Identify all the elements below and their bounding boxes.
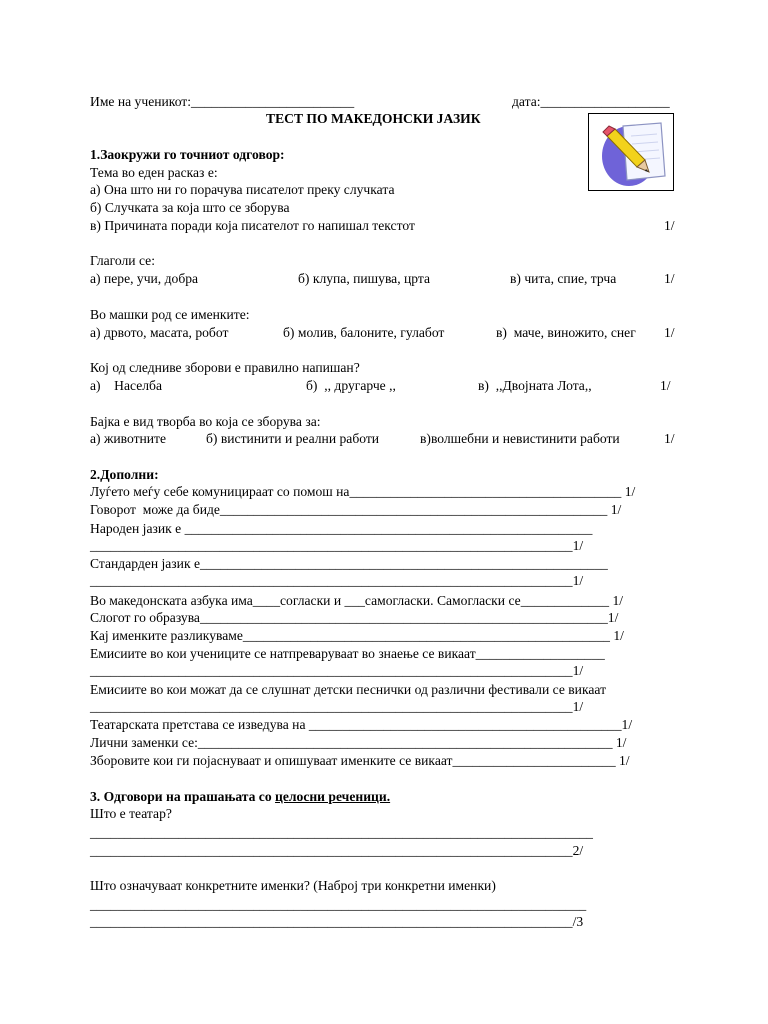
q4-option-a: а) Населба	[90, 378, 162, 393]
section2-heading: 2.Дополни:	[90, 467, 159, 482]
fill-line: _______________________________________________________________________1/	[90, 663, 584, 678]
fill-line: Говорот може да биде_________________________________________________________ 1/	[90, 502, 622, 517]
fill-line: Кај именките разликуваме______________________________________________________ 1/	[90, 628, 624, 643]
section3-heading-underlined: целосни реченици.	[275, 789, 391, 804]
student-name-field: Име на ученикот:________________________	[90, 94, 355, 109]
q2-option-b: б) клупа, пишува, црта	[298, 271, 431, 286]
q5-points: 1/	[664, 431, 675, 446]
fill-line: Емисиите во кои учениците се натпреваруваат во знаење се викаат___________________	[90, 646, 605, 661]
fill-line: Во македонската азбука има____согласки и ___самогласки. Самогласки се_____________ 1/	[90, 593, 624, 608]
s3-q2-answer-line: _______________________________________________________________________/3	[90, 914, 584, 929]
fill-line: _______________________________________________________________________1/	[90, 573, 584, 588]
s3-q1-answer-line: __________________________________________________________________________	[90, 825, 593, 840]
fill-line: Зборовите кои ги појаснуваат и опишуваат именките се викаат________________________ 1/	[90, 753, 630, 768]
q1-points: 1/	[664, 218, 675, 233]
q1-option-c: в) Причината поради која писателот го напишал текстот	[90, 218, 415, 233]
test-title: ТЕСТ ПО МАКЕДОНСКИ ЈАЗИК	[266, 111, 481, 126]
fill-line: _______________________________________________________________________1/	[90, 699, 584, 714]
fill-line: Емисиите во кои можат да се слушнат детски песнички од различни фестивали се викаат	[90, 682, 607, 697]
fill-line: Театарската претстава се изведува на ______________________________________________1/	[90, 717, 633, 732]
q4-option-b: б) ,, другарче ,,	[306, 378, 396, 393]
fill-line: Стандарден јазик е____________________________________________________________	[90, 556, 608, 571]
date-field: дата:___________________	[512, 94, 670, 109]
q1-question: Тема во еден расказ е:	[90, 165, 218, 180]
fill-line: _______________________________________________________________________1/	[90, 538, 584, 553]
s3-q2-question: Што означуваат конкретните именки? (Наброј три конкретни именки)	[90, 878, 496, 893]
q4-points: 1/	[660, 378, 671, 393]
q1-option-b: б) Случката за која што се зборува	[90, 200, 290, 215]
fill-line: Народен јазик е ____________________________________________________________	[90, 521, 593, 536]
fill-line: Лични заменки се:_____________________________________________________________ 1/	[90, 735, 627, 750]
s3-q1-answer-line: _______________________________________________________________________2/	[90, 843, 584, 858]
q4-option-c: в) ,,Двојната Лота,,	[478, 378, 592, 393]
q2-option-a: а) пере, учи, добра	[90, 271, 199, 286]
q5-option-a: а) животните	[90, 431, 167, 446]
q5-option-b: б) вистинити и реални работи	[206, 431, 380, 446]
q2-question: Глаголи се:	[90, 253, 155, 268]
q5-question: Бајка е вид творба во која се зборува за:	[90, 414, 321, 429]
fill-line: Слогот го образува____________________________________________________________1/	[90, 610, 619, 625]
section3-heading: 3. Одговори на прашањата со целосни реченици.	[90, 789, 391, 804]
q4-question: Кој од следниве зборови е правилно напишан?	[90, 360, 360, 375]
q3-question: Во машки род се именките:	[90, 307, 250, 322]
q1-option-a: а) Она што ни го порачува писателот преку случката	[90, 182, 395, 197]
q2-points: 1/	[664, 271, 675, 286]
section1-heading: 1.Заокружи го точниот одговор:	[90, 147, 285, 162]
fill-line: Луѓето меѓу себе комуницираат со помош на________________________________________ 1/	[90, 484, 636, 499]
q3-option-a: а) дрвото, масата, робот	[90, 325, 229, 340]
s3-q1-question: Што е театар?	[90, 806, 172, 821]
q3-option-b: б) молив, балоните, гулабот	[283, 325, 445, 340]
q5-option-c: в)волшебни и невистинити работи	[420, 431, 620, 446]
pencil-paper-icon	[588, 113, 674, 191]
q3-option-c: в) маче, виножито, снег	[496, 325, 636, 340]
s3-q2-answer-line: _________________________________________________________________________	[90, 897, 587, 912]
q2-option-c: в) чита, спие, трча	[510, 271, 617, 286]
q3-points: 1/	[664, 325, 675, 340]
